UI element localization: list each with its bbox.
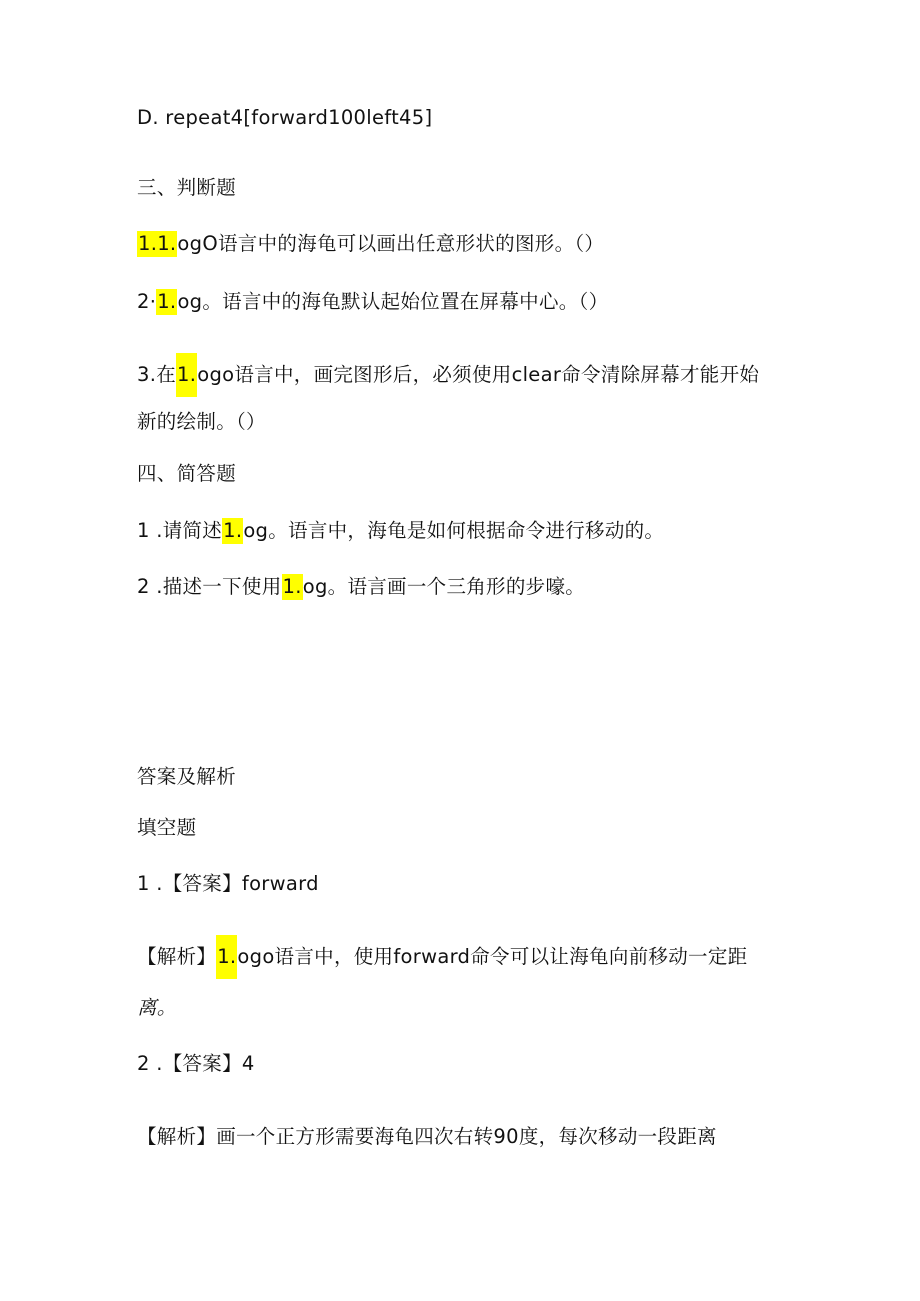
highlight-mark: 1. bbox=[282, 575, 302, 598]
question-number: 2 .描述一下使用 bbox=[137, 575, 282, 598]
highlight-mark: 1. bbox=[216, 935, 237, 979]
section-heading-true-false: 三、判断题 bbox=[137, 176, 237, 199]
section-heading-short-answer: 四、简答题 bbox=[137, 462, 237, 485]
true-false-question-1 bbox=[137, 231, 604, 257]
highlight-mark: 1. bbox=[223, 519, 243, 542]
explanation-2: 【解析】画一个正方形需要海龟四次右转90度，每次移动一段距离 bbox=[137, 1125, 717, 1148]
fill-blank-heading: 填空题 bbox=[137, 816, 197, 839]
highlight-mark: 1. bbox=[176, 353, 197, 397]
question-number: 1 .请简述 bbox=[137, 519, 223, 542]
explanation-text: ogo语言中，使用forward命令可以让海龟向前移动一定距 bbox=[237, 945, 748, 968]
short-answer-question-1 bbox=[137, 518, 664, 544]
question-number: 3.在 bbox=[137, 363, 177, 386]
question-number: 2· bbox=[137, 290, 157, 313]
explanation-label: 【解析】 bbox=[137, 945, 217, 968]
explanation-1-continued: 离。 bbox=[137, 996, 177, 1019]
true-false-question-2 bbox=[137, 289, 608, 315]
question-text: og。语言中的海龟默认起始位置在屏幕中心。（） bbox=[177, 290, 609, 313]
highlight-mark: 1. bbox=[157, 290, 177, 313]
answers-heading: 答案及解析 bbox=[137, 765, 237, 788]
explanation-1 bbox=[137, 944, 747, 970]
true-false-question-3-continued: 新的绘制。（） bbox=[137, 410, 266, 433]
answer-1: 1 .【答案】forward bbox=[137, 872, 319, 895]
question-text: ogO语言中的海龟可以画出任意形状的图形。（） bbox=[177, 232, 605, 255]
question-text: og。语言画一个三角形的步嚎。 bbox=[302, 575, 586, 598]
highlight-mark: 1.1. bbox=[138, 232, 177, 255]
option-d: D. repeat4[forward100left45] bbox=[137, 106, 433, 129]
short-answer-question-2 bbox=[137, 574, 585, 600]
question-text: ogo语言中，画完图形后，必须使用clear命令清除屏幕才能开始 bbox=[197, 363, 760, 386]
true-false-question-3 bbox=[137, 362, 759, 388]
question-text: og。语言中，海龟是如何根据命令进行移动的。 bbox=[243, 519, 665, 542]
answer-2: 2 .【答案】4 bbox=[137, 1052, 255, 1075]
